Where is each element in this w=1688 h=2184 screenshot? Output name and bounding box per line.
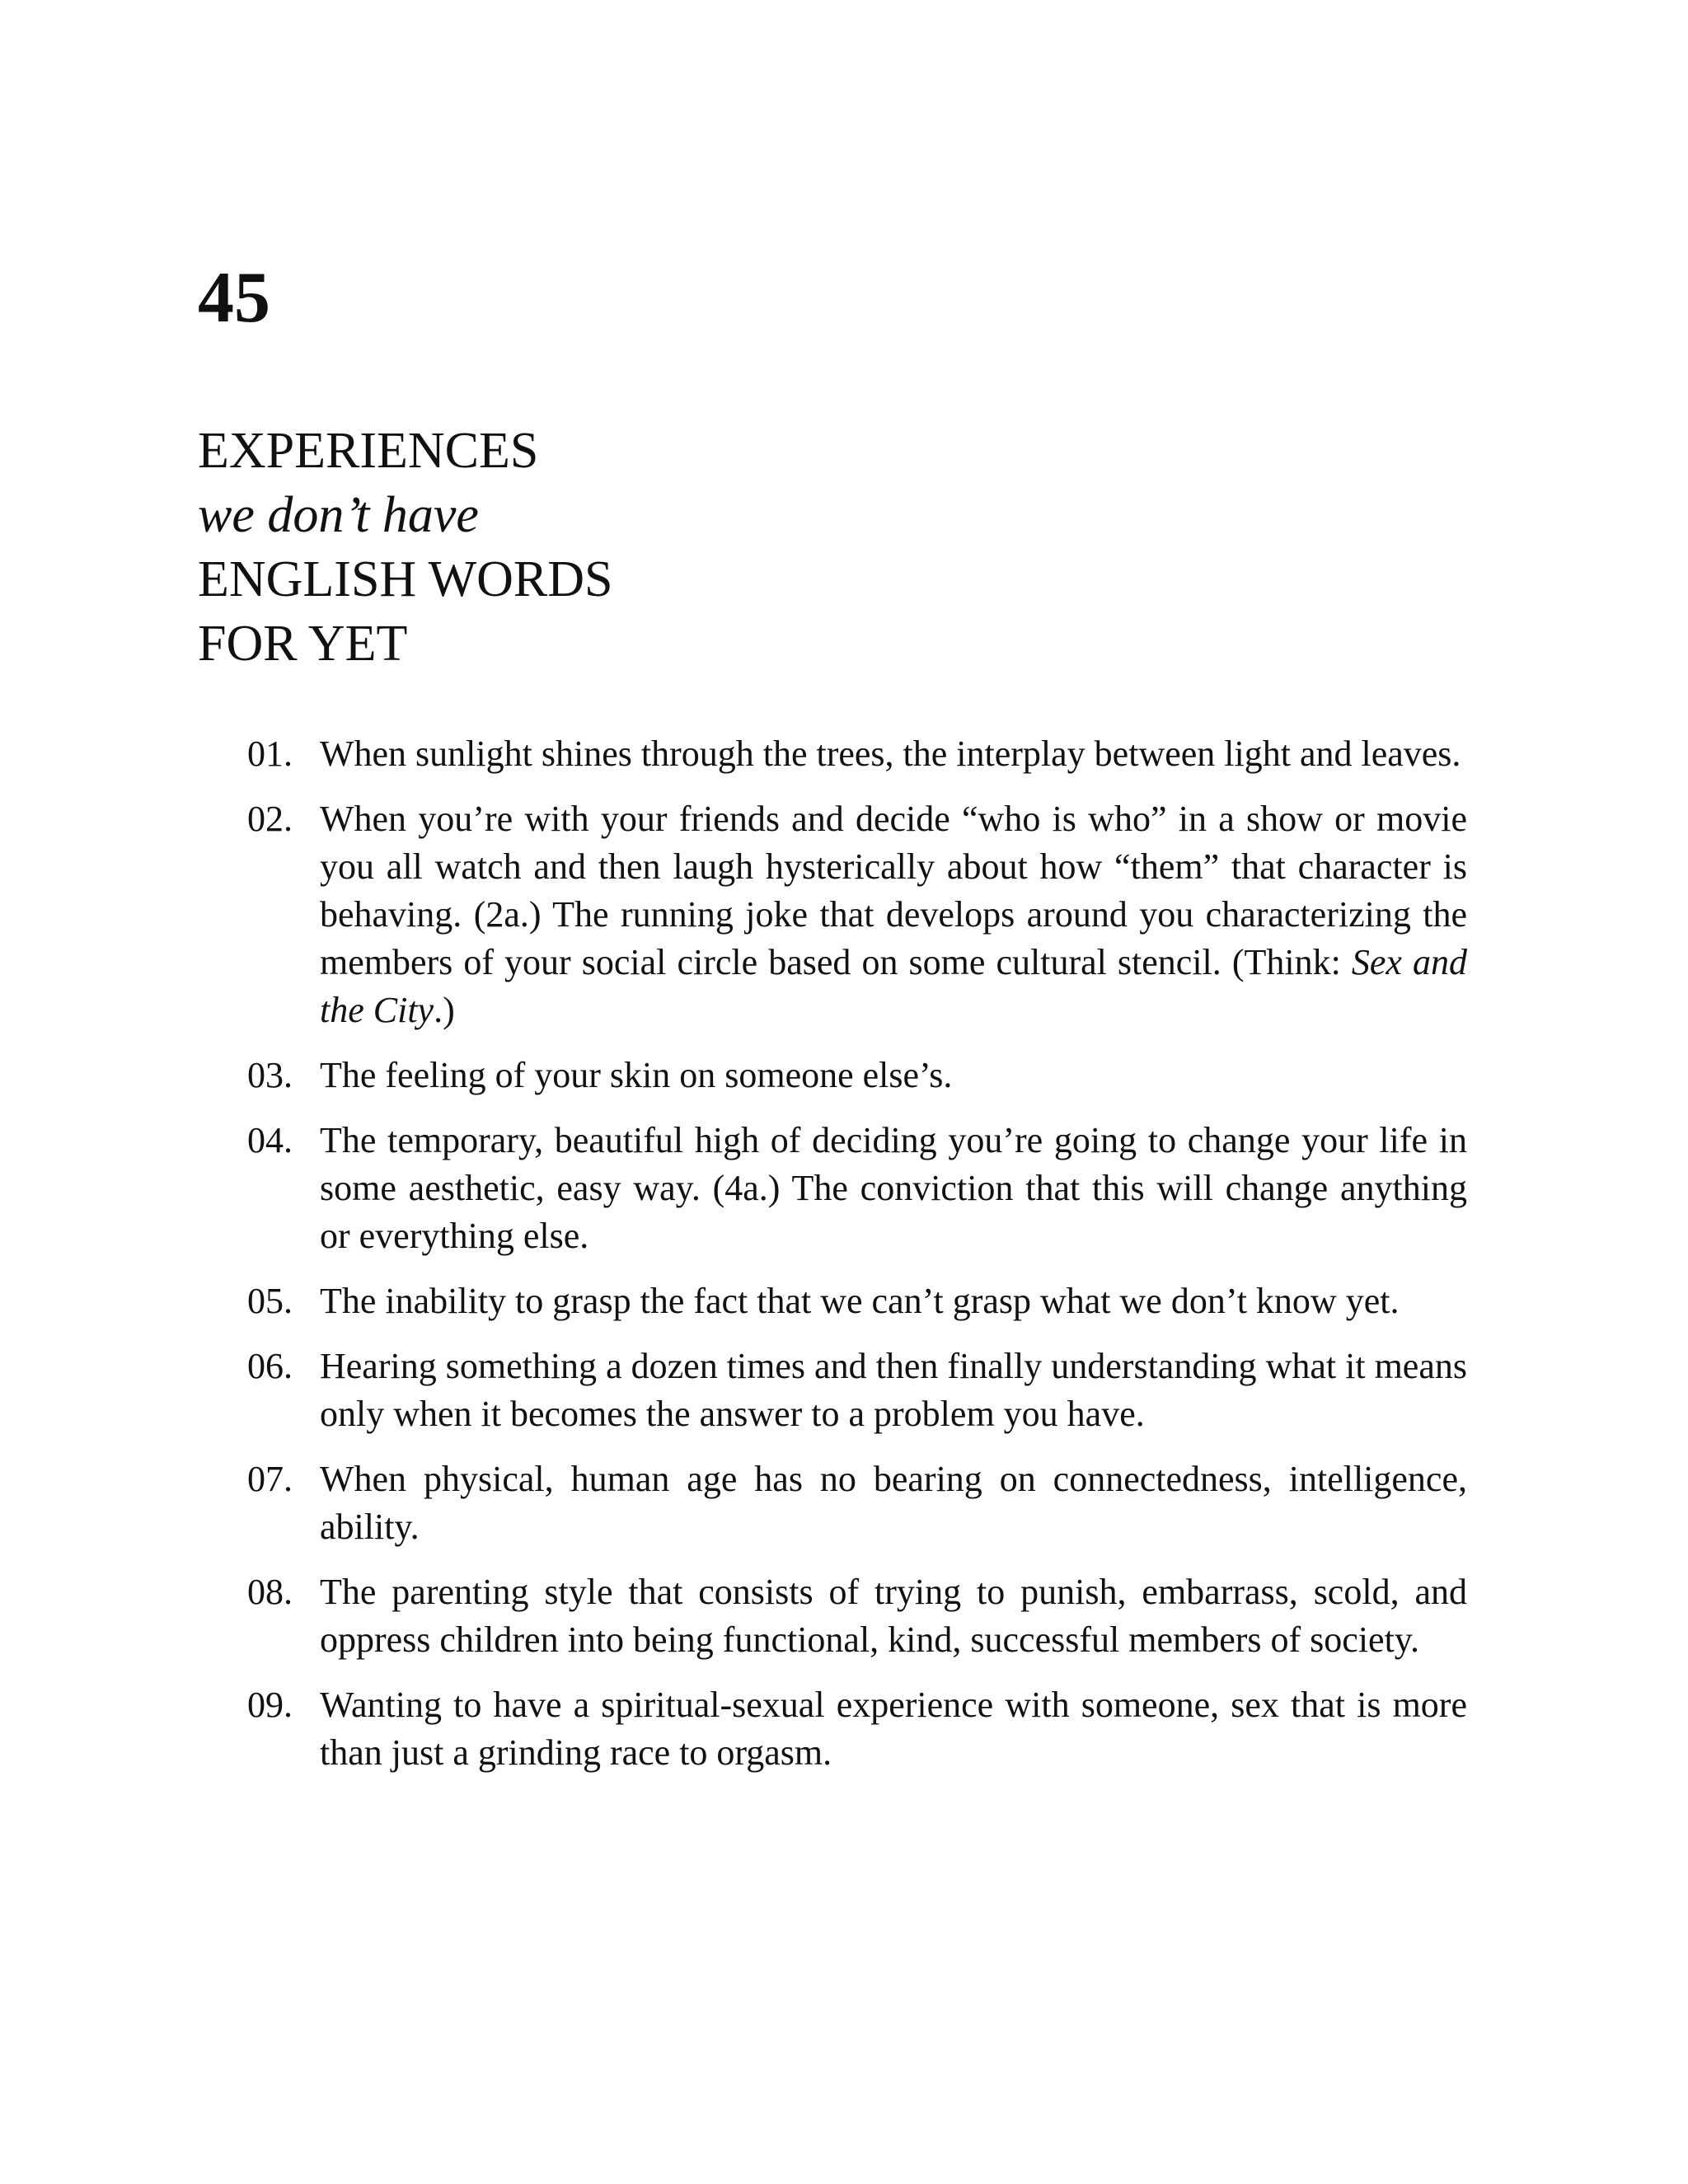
chapter-title — [198, 419, 612, 676]
list-item-07 — [247, 1455, 1467, 1551]
item-text-part: .) — [434, 990, 455, 1030]
item-text-italic-title: Sex and the City — [320, 942, 1467, 1030]
list-item-06 — [247, 1343, 1467, 1438]
item-text: The temporary, beautiful high of deciding you’re going to change your life in some aesthetic, easy way. (4a.) The conviction that this will change anything or everything else. — [320, 1120, 1467, 1256]
item-text: The feeling of your skin on someone else’s. — [320, 1055, 953, 1095]
chapter-number: 45 — [198, 258, 270, 338]
item-text — [320, 799, 1467, 1030]
list-item-09 — [247, 1681, 1467, 1777]
item-text: The parenting style that consists of trying to punish, embarrass, scold, and oppress children into being functional, kind, successful members of society. — [320, 1572, 1467, 1660]
chapter-title-line-2: we don’t have — [198, 487, 479, 543]
item-number: 04. — [247, 1120, 293, 1160]
item-number: 07. — [247, 1459, 293, 1499]
item-text: When sunlight shines through the trees, the interplay between light and leaves. — [320, 733, 1461, 774]
item-text: When physical, human age has no bearing on connectedness, intelligence, ability. — [320, 1459, 1467, 1547]
chapter-title-line-4: FOR YET — [198, 616, 408, 672]
list-item-04 — [247, 1117, 1467, 1260]
list-item-02 — [247, 795, 1467, 1034]
list-item-05 — [247, 1277, 1467, 1325]
item-number: 01. — [247, 733, 293, 774]
list-item-01 — [247, 730, 1467, 778]
item-number: 03. — [247, 1055, 293, 1095]
item-text-part: When you’re with your friends and decide “who is who” in a show or movie you all watch and then laugh hysterically about how “them” that character is behaving. (2a.) The running joke that develops around you characterizing the members of your social circle based on some cultural stencil. (Think: — [320, 799, 1467, 982]
item-text: Wanting to have a spiritual-sexual experience with someone, sex that is more than just a grinding race to orgasm. — [320, 1685, 1467, 1773]
list-item-08 — [247, 1568, 1467, 1664]
list-item-03 — [247, 1052, 1467, 1099]
experiences-list — [247, 730, 1467, 1794]
item-text: The inability to grasp the fact that we can’t grasp what we don’t know yet. — [320, 1281, 1400, 1321]
item-text: Hearing something a dozen times and then finally understanding what it means only when it becomes the answer to a problem you have. — [320, 1346, 1467, 1434]
chapter-title-line-3: ENGLISH WORDS — [198, 551, 613, 607]
item-number: 05. — [247, 1281, 293, 1321]
item-number: 06. — [247, 1346, 293, 1386]
item-number: 08. — [247, 1572, 293, 1612]
chapter-title-line-1: EXPERIENCES — [198, 423, 539, 479]
item-number: 09. — [247, 1685, 293, 1725]
item-number: 02. — [247, 799, 293, 839]
